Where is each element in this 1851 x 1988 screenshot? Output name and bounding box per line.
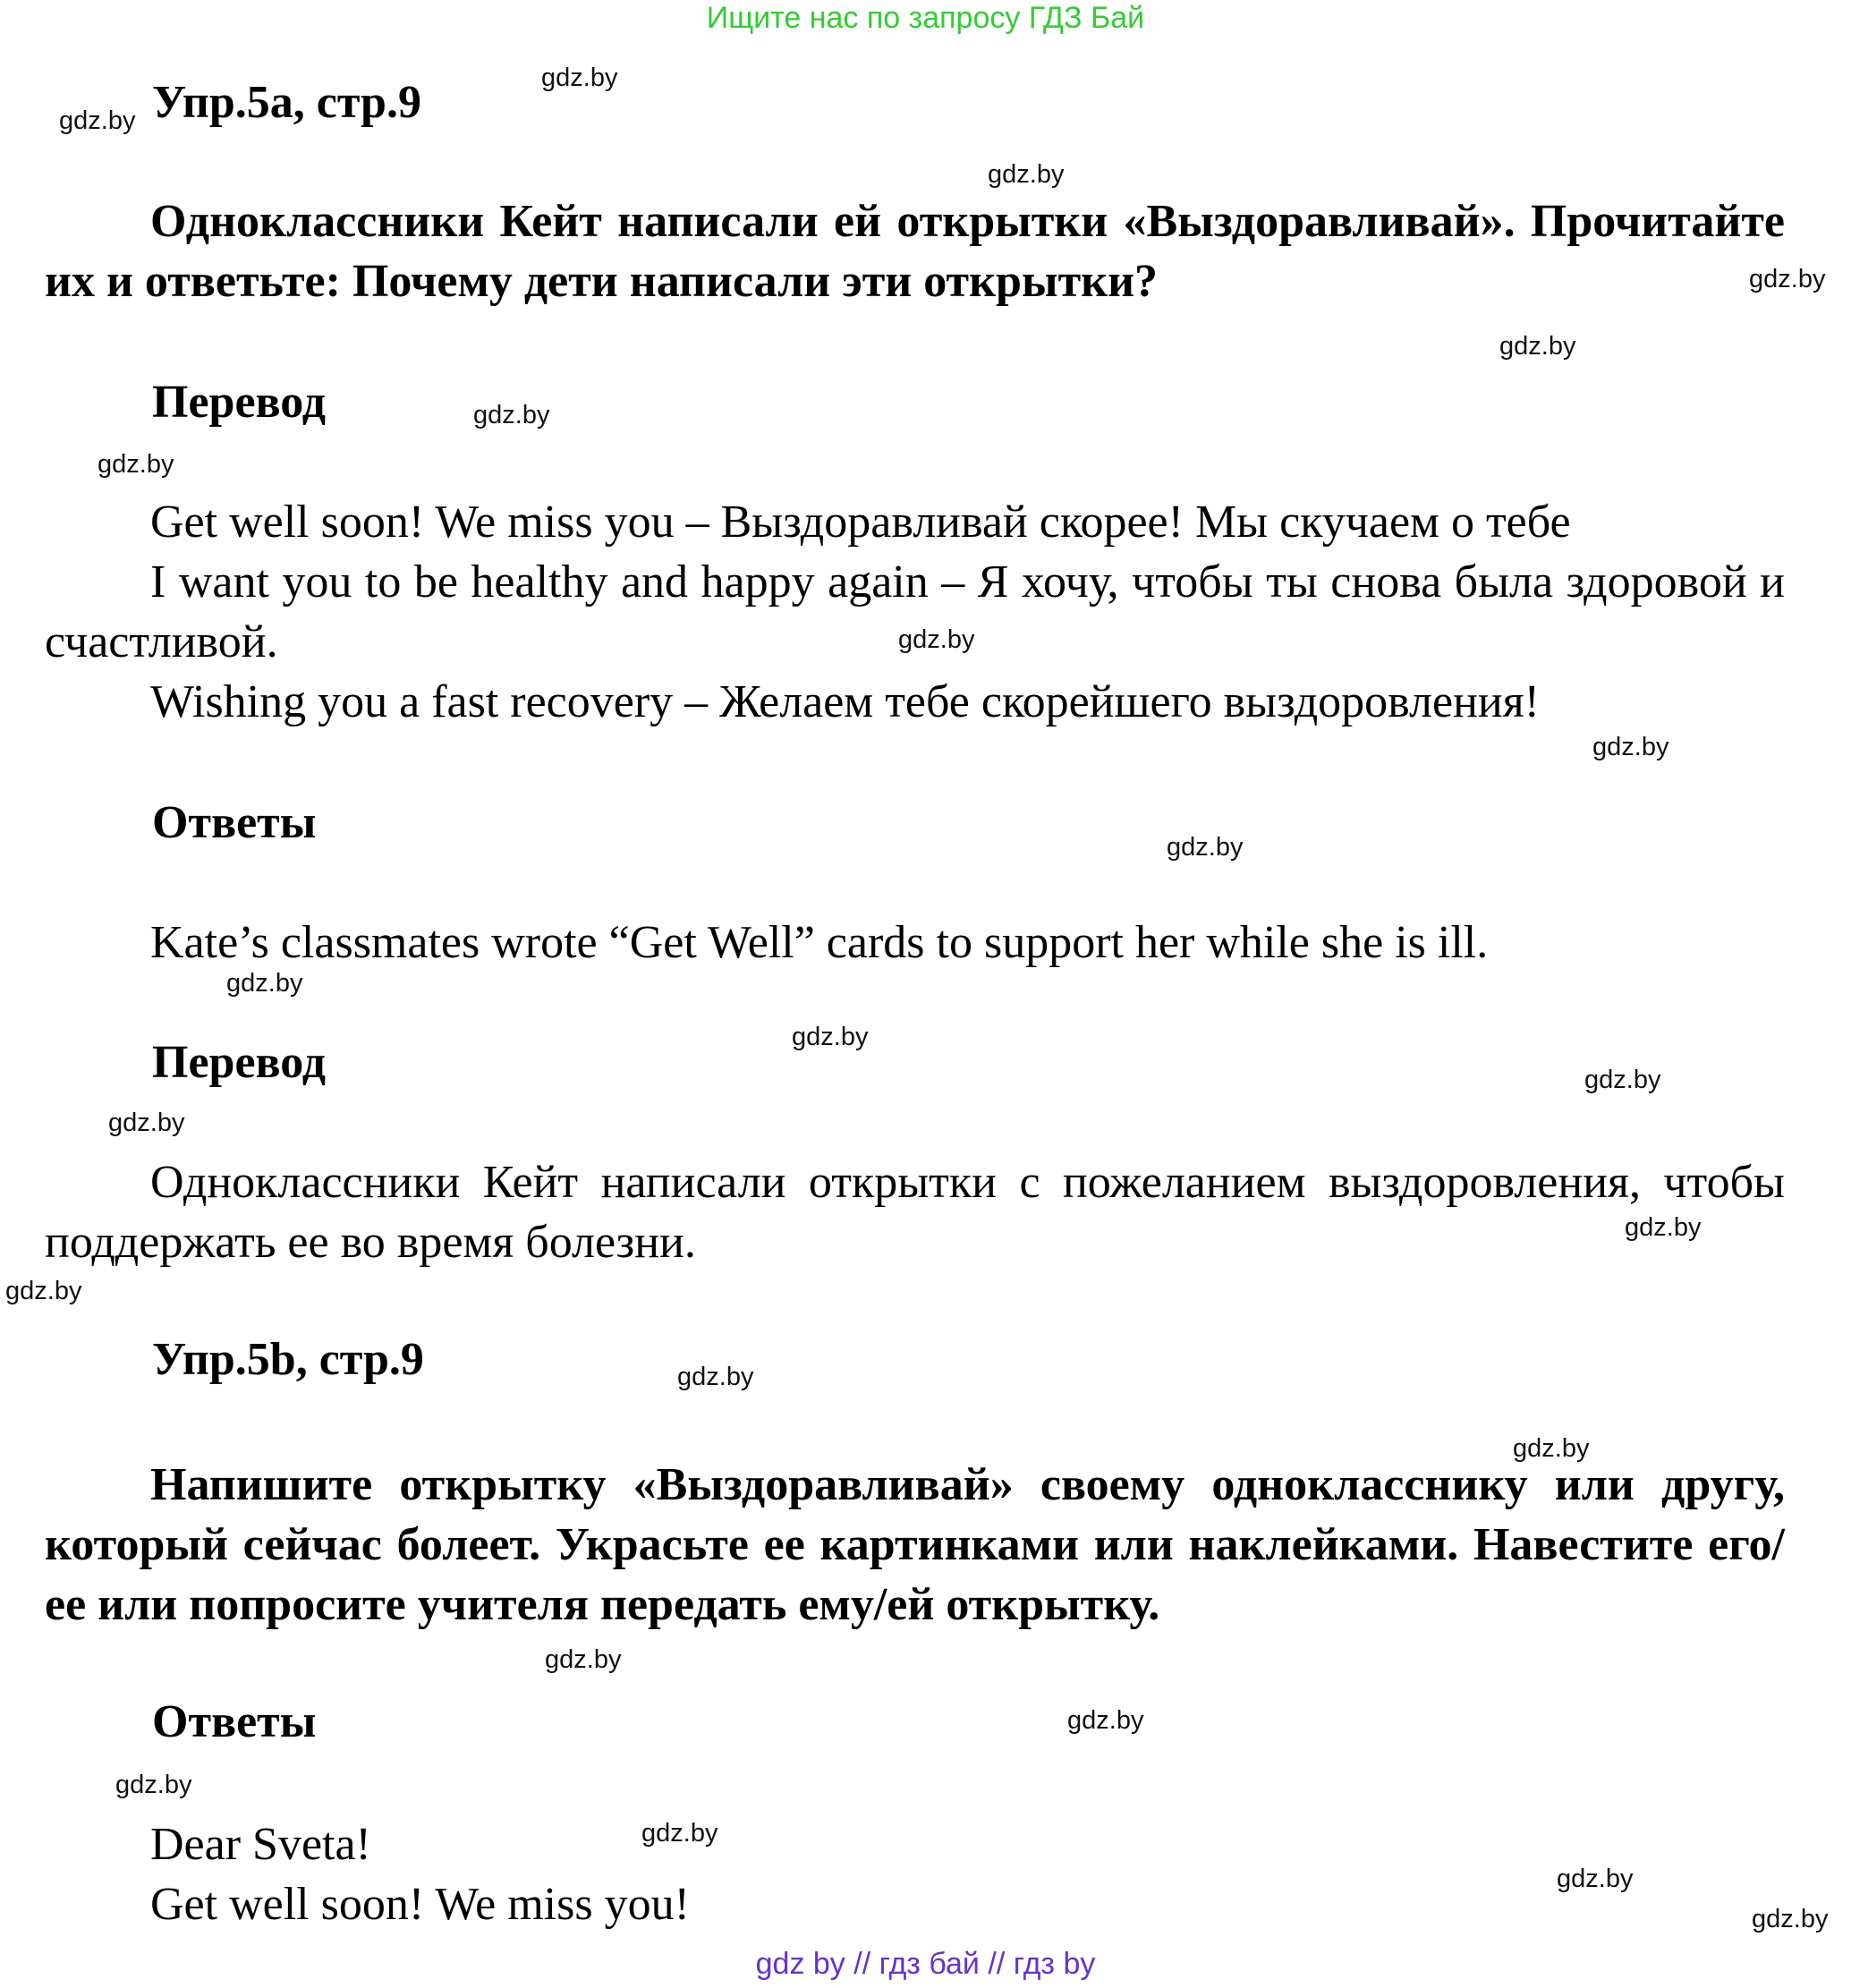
watermark: gdz.by [1592, 733, 1669, 761]
answer-line: Get well soon! We miss you! [150, 1879, 690, 1930]
exercise-5b-answer [45, 1814, 1785, 1934]
watermark: gdz.by [1499, 332, 1576, 361]
watermark: gdz.by [1167, 833, 1244, 862]
watermark: gdz.by [641, 1819, 718, 1848]
watermark: gdz.by [108, 1109, 185, 1137]
exercise-5a-answer [45, 913, 1785, 973]
watermark: gdz.by [1557, 1865, 1634, 1893]
watermark: gdz.by [1625, 1213, 1702, 1242]
exercise-5a-task: Одноклассники Кейт написали ей открытки «Выздоравливай». Прочитайте их и ответьте: Почему дети написали эти открытки? [45, 196, 1785, 307]
watermark: gdz.by [1752, 1905, 1829, 1933]
exercise-5b-task: Напишите открытку «Выздоравливай» своему однокласснику или другу, который сейчас болеет. Украсьте ее картинками или наклейками. Навестите его/ее или попросите учителя передать ему/ей открытку. [45, 1459, 1785, 1630]
exercise-5b-heading: Упр.5b, стр.9 [152, 1334, 424, 1385]
watermark: gdz.by [898, 625, 975, 654]
answer-line: Dear Sveta! [150, 1819, 371, 1870]
watermark: gdz.by [1513, 1434, 1590, 1463]
exercise-5b-answers-heading: Ответы [152, 1696, 317, 1747]
watermark: gdz.by [541, 64, 618, 92]
watermark: gdz.by [1584, 1066, 1661, 1094]
answer-translation-text: Одноклассники Кейт написали открытки с пожеланием выздоровления, чтобы поддержать ее во время болезни. [45, 1157, 1785, 1268]
answer-text: Kate’s classmates wrote “Get Well” cards to support her while she is ill. [150, 917, 1489, 968]
watermark: gdz.by [677, 1363, 754, 1391]
exercise-5a-answers-heading: Ответы [152, 797, 317, 848]
exercise-5a-translation [45, 492, 1785, 732]
watermark: gdz.by [988, 160, 1065, 189]
watermark: gdz.by [792, 1023, 869, 1051]
bottom-banner[interactable]: gdz by // гдз бай // гдз by [755, 1947, 1096, 1981]
watermark: gdz.by [226, 969, 303, 998]
watermark: gdz.by [5, 1277, 82, 1305]
exercise-5a-heading: Упр.5a, стр.9 [152, 77, 421, 128]
top-banner[interactable]: Ищите нас по запросу ГДЗ Бай [706, 1, 1145, 35]
watermark: gdz.by [59, 106, 136, 135]
watermark: gdz.by [115, 1771, 192, 1799]
exercise-5a-answer-translation-heading: Перевод [152, 1037, 327, 1088]
exercise-5a-answer-translation [45, 1152, 1785, 1272]
watermark: gdz.by [545, 1645, 622, 1674]
watermark: gdz.by [473, 401, 550, 429]
watermark: gdz.by [1067, 1706, 1144, 1735]
translation-line: Wishing you a fast recovery – Желаем тебе скорейшего выздоровления! [150, 676, 1540, 727]
translation-line: Get well soon! We miss you – Выздоравливай скорее! Мы скучаем о тебе [150, 497, 1571, 548]
translation-line: I want you to be healthy and happy again – Я хочу, чтобы ты снова была здоровой и счастливой. [45, 556, 1785, 667]
watermark: gdz.by [1749, 265, 1826, 293]
watermark: gdz.by [98, 450, 174, 479]
exercise-5a-translation-heading: Перевод [152, 377, 327, 428]
